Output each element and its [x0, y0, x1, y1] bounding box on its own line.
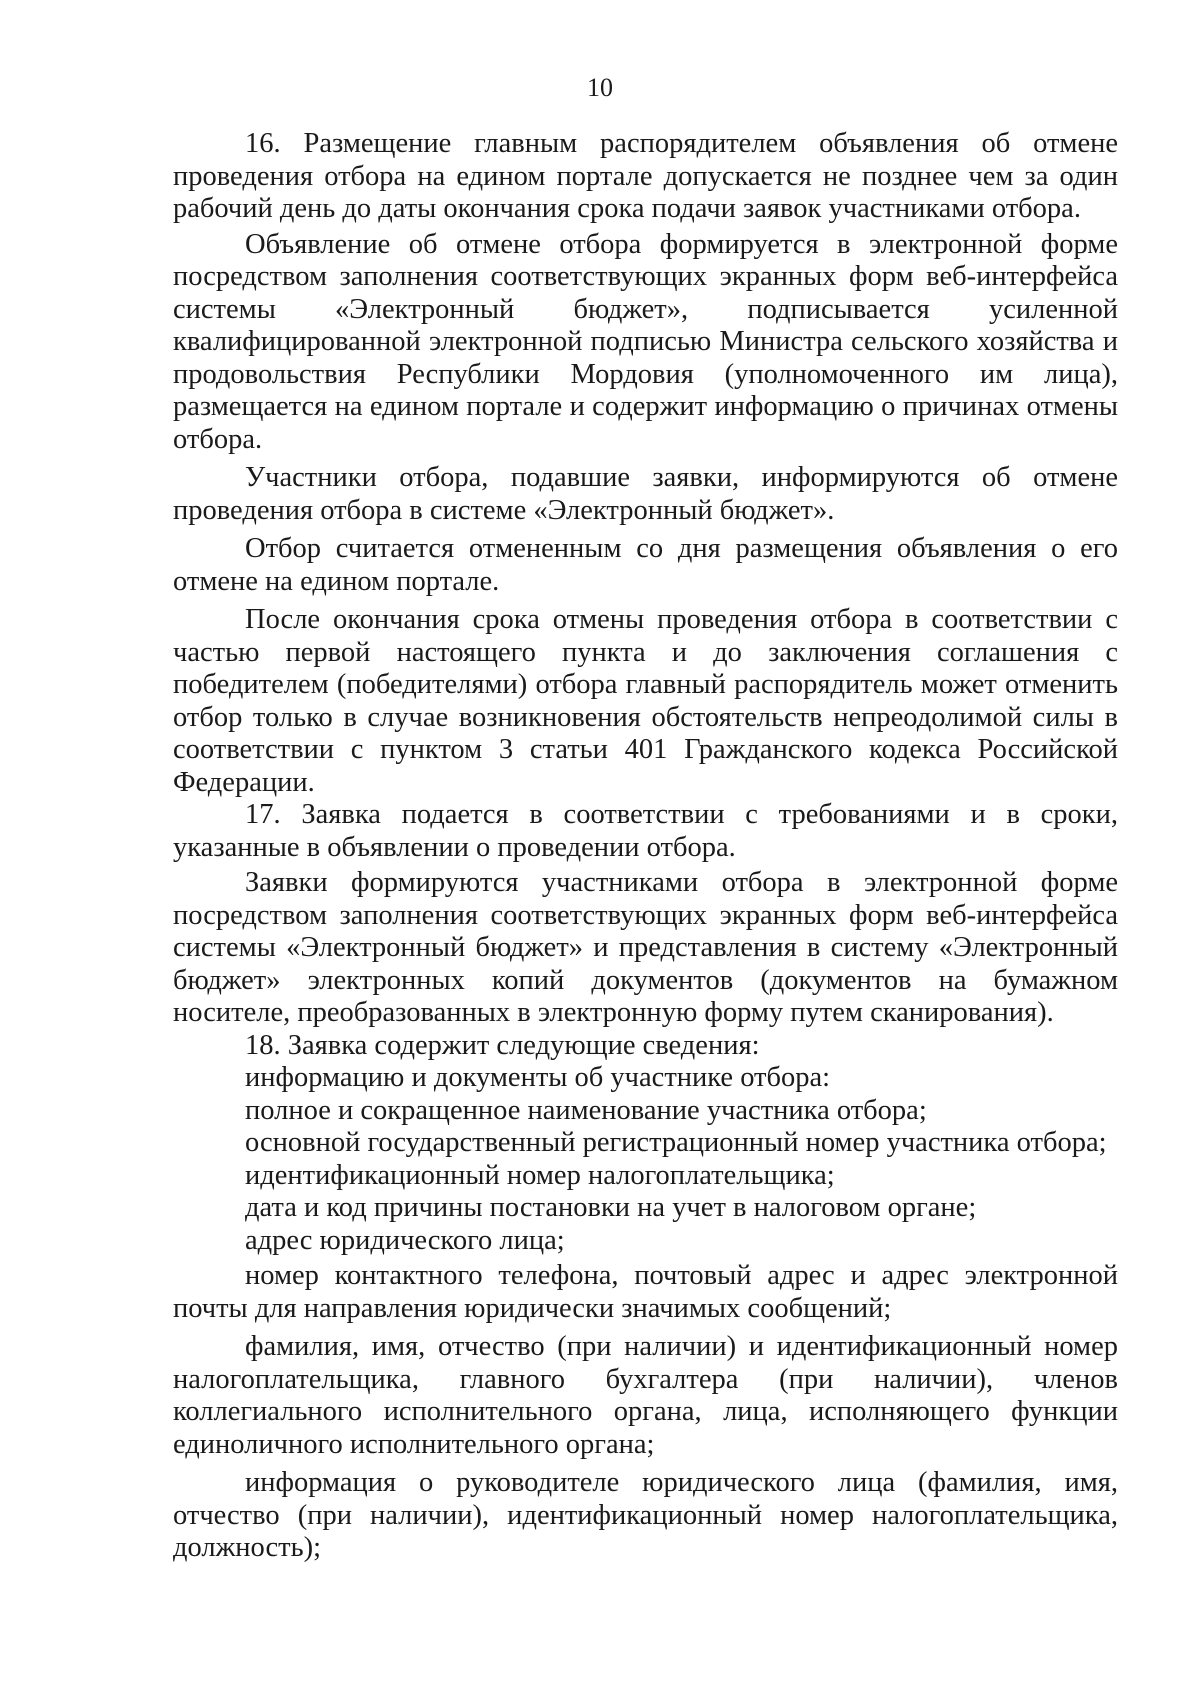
list-item: номер контактного телефона, почтовый адрес и адрес электронной почты для направления юридически значимых сообщений; [173, 1260, 1118, 1324]
paragraph-cancelled-date: Отбор считается отмененным со дня размещения объявления о его отмене на едином портале. [173, 533, 1118, 597]
list-item: дата и код причины постановки на учет в налоговом органе; [245, 1192, 977, 1223]
page-number: 10 [587, 73, 613, 102]
paragraph-applications-formed: Заявки формируются участниками отбора в электронной форме посредством заполнения соответствующих экранных форм веб-интерфейса системы «Электронный бюджет» и представления в систему «Электронный бюджет» электронных копий документов (документов на бумажном носителе, преобразованных в электронную форму путем сканирования). [173, 867, 1118, 1028]
list-item: фамилия, имя, отчество (при наличии) и идентификационный номер налогоплательщика, главного бухгалтера (при наличии), членов коллегиального исполнительного органа, лица, исполняющего функции единоличного исполнительного органа; [173, 1331, 1118, 1460]
paragraph-16-announcement: 16. Размещение главным распорядителем объявления об отмене проведения отбора на едином портале допускается не позднее чем за один рабочий день до даты окончания срока подачи заявок участниками отбора. [173, 128, 1118, 224]
paragraph-18-contents: 18. Заявка содержит следующие сведения: [245, 1029, 760, 1061]
list-item: информацию и документы об участнике отбора: [245, 1062, 831, 1093]
list-item: полное и сокращенное наименование участника отбора; [245, 1094, 927, 1126]
paragraph-participants-informed: Участники отбора, подавшие заявки, информируются об отмене проведения отбора в системе «Электронный бюджет». [173, 462, 1118, 526]
document-body [173, 128, 1118, 1565]
list-item: идентификационный номер налогоплательщика; [245, 1159, 835, 1191]
paragraph-force-majeure: После окончания срока отмены проведения отбора в соответствии с частью первой настоящего пункта и до заключения соглашения с победителем (победителями) отбора главный распорядитель может отменить отбор только в случае возникновения обстоятельств непреодолимой силы в соответствии с пунктом 3 статьи 401 Гражданского кодекса Российской Федерации. [173, 604, 1118, 798]
list-item: основной государственный регистрационный номер участника отбора; [245, 1127, 1107, 1158]
list-item: информация о руководителе юридического лица (фамилия, имя, отчество (при наличии), идентификационный номер налогоплательщика, должность); [173, 1467, 1118, 1563]
paragraph-cancellation-form: Объявление об отмене отбора формируется в электронной форме посредством заполнения соответствующих экранных форм веб-интерфейса системы «Электронный бюджет», подписывается усиленной квалифицированной электронной подписью Министра сельского хозяйства и продовольствия Республики Мордовия (уполномоченного им лица), размещается на едином портале и содержит информацию о причинах отмены отбора. [173, 228, 1118, 455]
paragraph-17-application: 17. Заявка подается в соответствии с требованиями и в сроки, указанные в объявлении о проведении отбора. [173, 799, 1118, 863]
list-item: адрес юридического лица; [245, 1224, 565, 1256]
